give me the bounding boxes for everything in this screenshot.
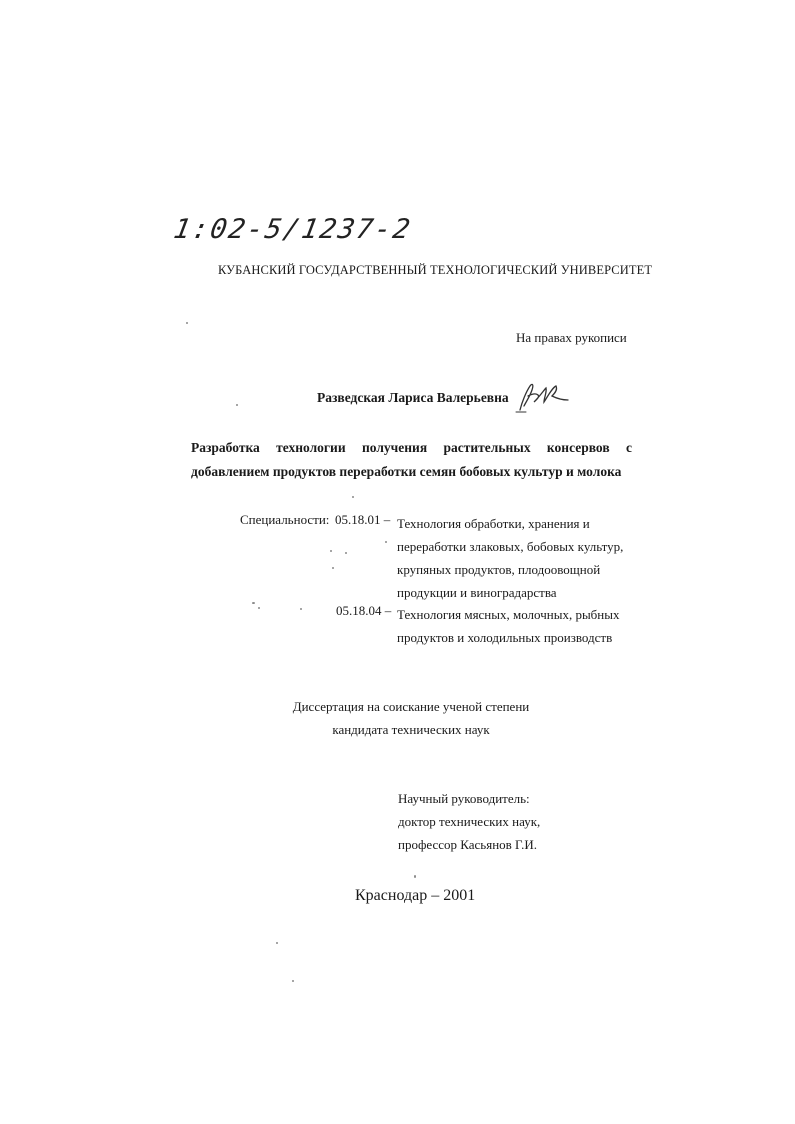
degree-statement [290,695,532,741]
specialty-1-line: продукции и виноградарства [397,585,557,600]
title-line-2: добавлением продуктов переработки семян бобовых культур и молока [191,464,622,479]
scan-speck [345,552,347,554]
scan-speck [385,541,387,543]
specialty-1-code: 05.18.01 – [335,512,391,527]
author-name: Разведская Лариса Валерьевна [317,390,509,405]
signature-icon [514,378,574,414]
scan-speck [330,550,332,552]
supervisor-degree: доктор технических наук, [398,814,541,829]
city-year: Краснодар – 2001 [355,887,476,904]
scan-speck [258,607,260,609]
scan-speck [414,875,416,878]
scan-speck [236,404,238,406]
scan-speck [352,496,354,498]
supervisor-label: Научный руководитель: [398,791,530,806]
scan-speck [276,942,278,944]
specialties-label: Специальности: [240,512,330,527]
scan-speck [300,608,302,610]
specialty-2-line: продуктов и холодильных производств [397,630,613,645]
scan-speck [186,322,188,324]
university-name: КУБАНСКИЙ ГОСУДАРСТВЕННЫЙ ТЕХНОЛОГИЧЕСКИЙ УНИВЕРСИТЕТ [218,263,653,277]
rights-note: На правах рукописи [516,330,627,345]
title-line-1: Разработка технологии получения растительных консервов с [191,440,632,455]
specialty-1-line: крупяных продуктов, плодоовощной [397,562,601,577]
supervisor-block [398,787,540,856]
supervisor-name: профессор Касьянов Г.И. [398,837,537,852]
specialty-2-line: Технология мясных, молочных, рыбных [397,607,620,622]
dissertation-title [191,436,632,484]
handwritten-archive-code: 1:02-5/1237-2 [171,214,415,245]
degree-line-2: кандидата технических наук [332,722,490,737]
specialty-2-name [397,603,619,649]
degree-line-1: Диссертация на соискание ученой степени [292,699,530,714]
scan-speck [252,602,255,604]
specialty-1-line: переработки злаковых, бобовых культур, [397,539,624,554]
scan-speck [292,980,294,982]
specialty-1-name [397,512,623,604]
scan-speck [332,567,334,569]
specialty-2-code: 05.18.04 – [336,603,392,618]
specialty-1-line: Технология обработки, хранения и [397,516,590,531]
